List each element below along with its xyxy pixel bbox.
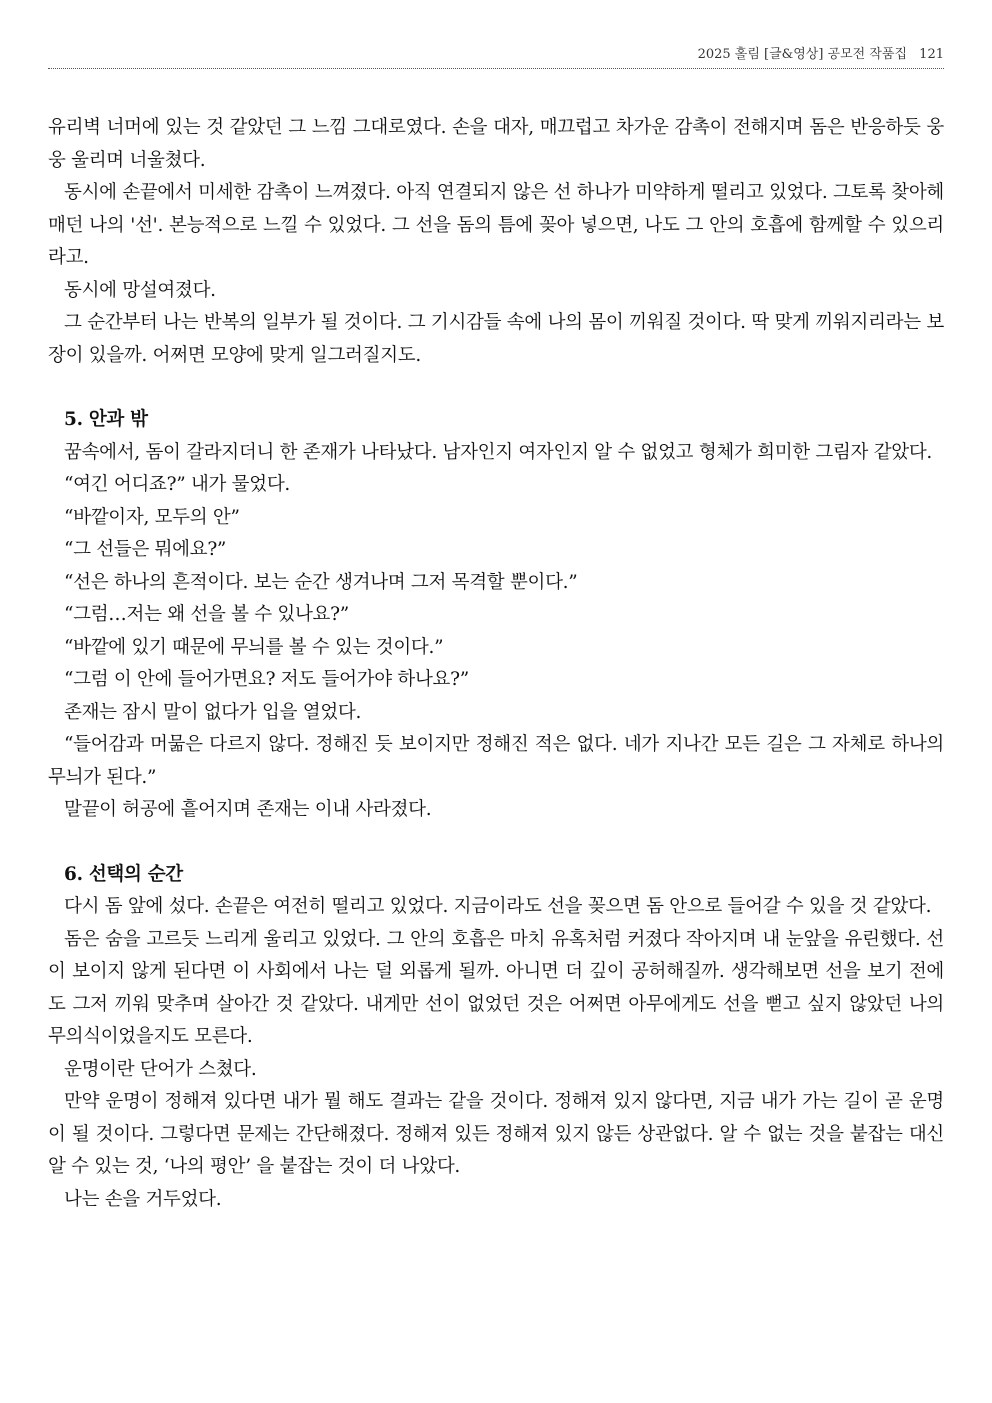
section-6 bbox=[48, 859, 944, 1217]
dialogue-line: “바깥에 있기 때문에 무늬를 볼 수 있는 것이다.” bbox=[64, 636, 444, 658]
paragraph: 말끝이 허공에 흩어지며 존재는 이내 사라졌다. bbox=[64, 799, 432, 820]
paragraph: 돔은 숨을 고르듯 느리게 울리고 있었다. 그 안의 호흡은 마치 유혹처럼 커졌다 작아지며 내 눈앞을 유린했다. 선이 보이지 않게 된다면 이 사회에서 나는 덜 외롭게 될까. 아니면 더 깊이 공허해질까. 생각해보면 선을 보기 전에도 그저 끼워 맞추며 살아간 것 같았다. 내게만 선이 없었던 것은 어쩌면 아무에게도 선을 뻗고 싶지 않았던 나의 무의식이었을지도 모른다. bbox=[48, 928, 944, 1047]
page-number: 121 bbox=[919, 47, 944, 62]
dialogue-line: “그럼 이 안에 들어가면요? 저도 들어가야 하나요?” bbox=[64, 669, 469, 690]
paragraph: 동시에 손끝에서 미세한 감촉이 느껴졌다. 아직 연결되지 않은 선 하나가 미약하게 떨리고 있었다. 그토록 찾아헤매던 나의 '선'. 본능적으로 느낄 수 있었다. 그 선을 돔의 틈에 꽂아 넣으면, 나도 그 안의 호흡에 함께할 수 있으리라고. bbox=[48, 182, 944, 268]
paragraph: 그 순간부터 나는 반복의 일부가 될 것이다. 그 기시감들 속에 나의 몸이 끼워질 것이다. 딱 맞게 끼워지리라는 보장이 있을까. 어쩌면 모양에 맞게 일그러질지도. bbox=[48, 312, 944, 366]
intro-text bbox=[48, 112, 944, 372]
book-title: 2025 홀림 [글&영상] 공모전 작품집 bbox=[697, 47, 908, 62]
paragraph: 운명이란 단어가 스쳤다. bbox=[64, 1058, 257, 1080]
paragraph: 나는 손을 거두었다. bbox=[64, 1188, 222, 1210]
dialogue-line: “들어감과 머묾은 다르지 않다. 정해진 듯 보이지만 정해진 적은 없다. 네가 지나간 모든 길은 그 자체로 하나의 무늬가 된다.” bbox=[48, 734, 944, 788]
dialogue-line: “바깥이자, 모두의 안” bbox=[64, 506, 240, 528]
paragraph: 다시 돔 앞에 섰다. 손끝은 여전히 떨리고 있었다. 지금이라도 선을 꽂으면 돔 안으로 들어갈 수 있을 것 같았다. bbox=[64, 896, 932, 917]
paragraph: 유리벽 너머에 있는 것 같았던 그 느낌 그대로였다. 손을 대자, 매끄럽고 차가운 감촉이 전해지며 돔은 반응하듯 웅웅 울리며 너울쳤다. bbox=[48, 117, 944, 171]
section-5 bbox=[48, 404, 944, 827]
section-heading: 5. 안과 밖 bbox=[64, 409, 148, 430]
section-heading: 6. 선택의 순간 bbox=[64, 863, 183, 885]
page-body bbox=[48, 112, 944, 1216]
paragraph: 만약 운명이 정해져 있다면 내가 뭘 해도 결과는 같을 것이다. 정해져 있지 않다면, 지금 내가 가는 길이 곧 운명이 될 것이다. 그렇다면 문제는 간단해졌다. 정해져 있든 정해져 있지 않든 상관없다. 알 수 없는 것을 붙잡는 대신 알 수 있는 것, ‘나의 평안’ 을 붙잡는 것이 더 나았다. bbox=[48, 1091, 944, 1177]
paragraph: 동시에 망설여졌다. bbox=[64, 279, 216, 301]
paragraph: 꿈속에서, 돔이 갈라지더니 한 존재가 나타났다. 남자인지 여자인지 알 수 없었고 형체가 희미한 그림자 같았다. bbox=[64, 441, 932, 463]
page-header bbox=[48, 42, 944, 69]
dialogue-line: “여긴 어디죠?” 내가 물었다. bbox=[64, 474, 290, 495]
dialogue-line: “그럼…저는 왜 선을 볼 수 있나요?” bbox=[64, 604, 349, 625]
dialogue-line: “그 선들은 뭐에요?” bbox=[64, 539, 227, 560]
paragraph: 존재는 잠시 말이 없다가 입을 열었다. bbox=[64, 701, 362, 723]
dialogue-line: “선은 하나의 흔적이다. 보는 순간 생겨나며 그저 목격할 뿐이다.” bbox=[64, 571, 578, 593]
